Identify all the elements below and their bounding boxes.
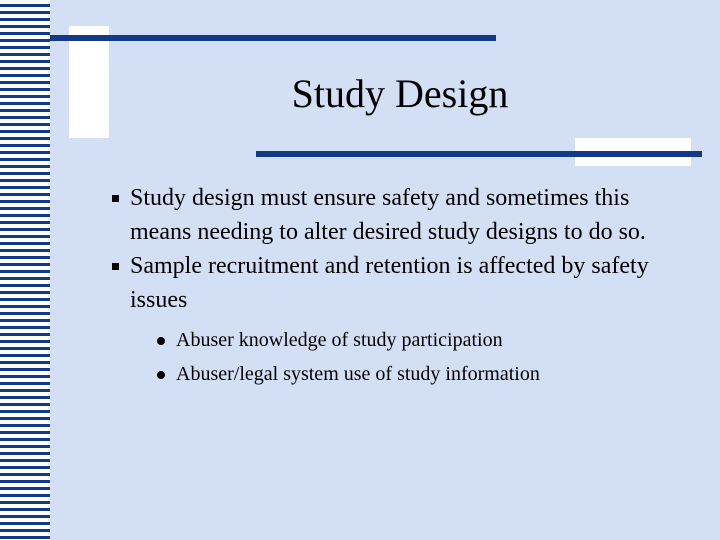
- sub-bullet-text: Abuser knowledge of study participation: [176, 329, 503, 351]
- slide-title: Study Design: [291, 71, 509, 116]
- square-bullet-icon: [112, 263, 119, 270]
- bullet-item: [112, 181, 687, 249]
- sub-bullet-list: [130, 323, 687, 391]
- bullet-text: Sample recruitment and retention is affected by safety issues: [130, 253, 649, 313]
- bullet-text: Study design must ensure safety and sometimes this means needing to alter desired study designs to do so.: [130, 185, 646, 245]
- square-bullet-icon: [112, 195, 119, 202]
- round-bullet-icon: [157, 371, 165, 379]
- round-bullet-icon: [157, 337, 165, 345]
- striped-edge-decoration: [0, 0, 50, 540]
- white-block-decoration-top: [69, 26, 109, 138]
- bullet-item: [112, 249, 687, 391]
- sub-bullet-item: [148, 357, 687, 391]
- navy-bar-decoration-right: [256, 151, 702, 157]
- bullet-list: [112, 181, 687, 391]
- navy-bar-decoration-top: [50, 35, 496, 41]
- sub-bullet-item: [148, 323, 687, 357]
- sub-bullet-text: Abuser/legal system use of study information: [176, 363, 540, 385]
